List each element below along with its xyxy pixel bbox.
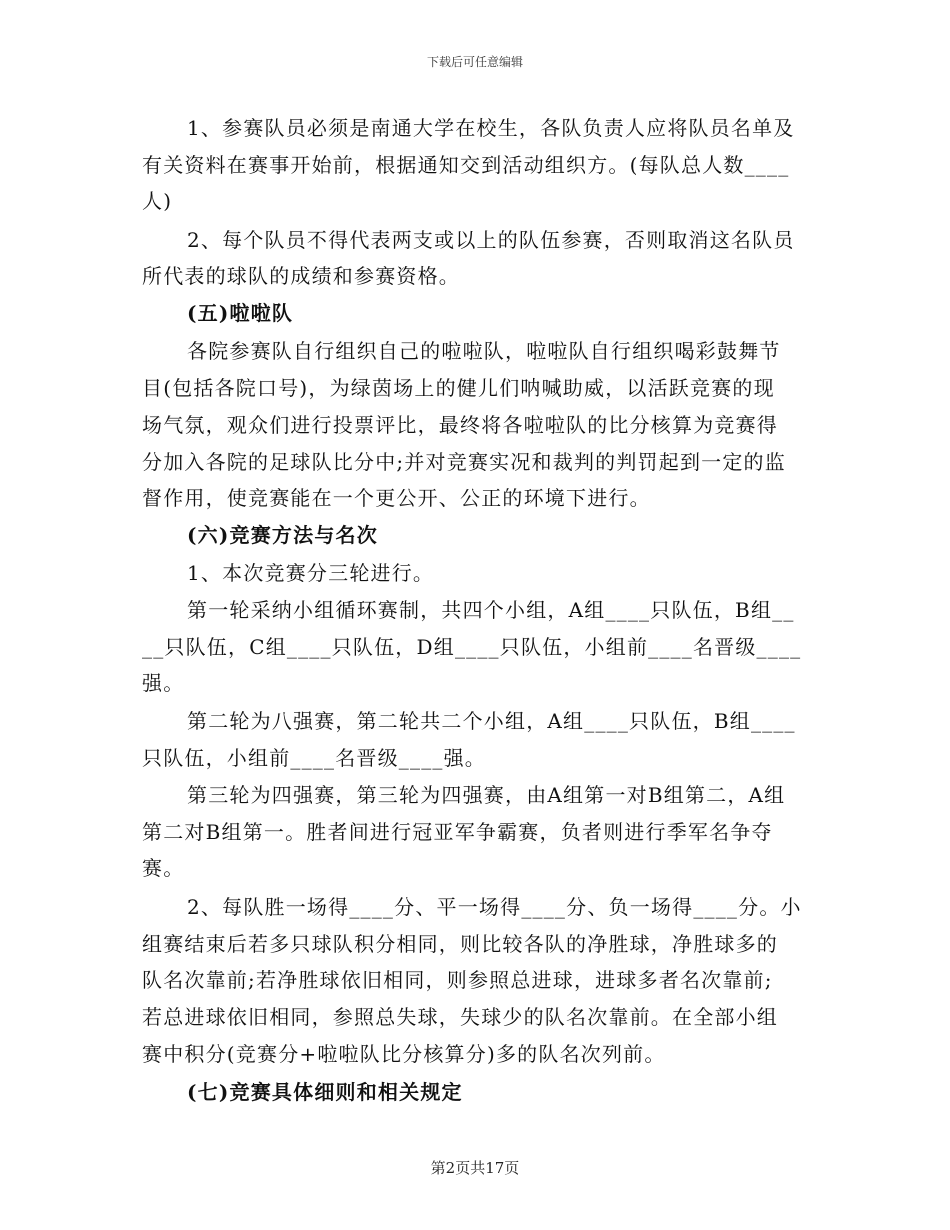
text-line: 第二轮为八强赛，第二轮共二个小组，A组____只队伍，B组____ [187, 709, 796, 733]
section-heading-6: (六)竞赛方法与名次 [187, 523, 378, 547]
text-line: 强。 [142, 671, 185, 695]
text-line: 1、参赛队员必须是南通大学在校生，各队负责人应将队员名单及 [187, 116, 795, 140]
text-line: 各院参赛队自行组织自己的啦啦队，啦啦队自行组织喝彩鼓舞节 [187, 339, 781, 363]
text-line: 有关资料在赛事开始前，根据通知交到活动组织方。(每队总人数____ [142, 153, 790, 177]
text-line: 只队伍，小组前____名晋级____强。 [142, 746, 486, 770]
section-heading-5: (五)啦啦队 [187, 301, 294, 325]
text-line: 人) [142, 189, 173, 213]
section-heading-7: (七)竞赛具体细则和相关规定 [187, 1080, 463, 1104]
text-line: 组赛结束后若多只球队积分相同，则比较各队的净胜球，净胜球多的 [142, 932, 778, 956]
text-line: 督作用，使竞赛能在一个更公开、公正的环境下进行。 [142, 486, 651, 510]
text-line: 分加入各院的足球队比分中;并对竞赛实况和裁判的判罚起到一定的监 [142, 450, 786, 474]
text-line: 1、本次竞赛分三轮进行。 [187, 561, 435, 585]
page-number: 第2页共17页 [430, 1159, 520, 1177]
text-line: 第一轮采纳小组循环赛制，共四个小组，A组____只队伍，B组__ [187, 598, 795, 622]
text-line: 赛中积分(竞赛分+啦啦队比分核算分)多的队名次列前。 [142, 1042, 666, 1066]
text-line: 若总进球依旧相同，参照总失球，失球少的队名次靠前。在全部小组 [142, 1005, 778, 1029]
text-line: 所代表的球队的成绩和参赛资格。 [142, 264, 460, 288]
text-line: 2、每个队员不得代表两支或以上的队伍参赛，否则取消这名队员 [187, 228, 795, 252]
text-line: 目(包括各院口号)，为绿茵场上的健儿们呐喊助威，以活跃竞赛的现 [142, 376, 775, 400]
page-header: 下载后可任意编辑 [426, 55, 523, 69]
text-line: 赛。 [142, 856, 185, 880]
text-line: __只队伍，C组____只队伍，D组____只队伍，小组前____名晋级____ [142, 635, 802, 659]
text-line: 第三轮为四强赛，第三轮为四强赛，由A组第一对B组第二，A组 [187, 783, 786, 807]
text-line: 场气氛，观众们进行投票评比，最终将各啦啦队的比分核算为竞赛得 [142, 413, 778, 437]
text-line: 2、每队胜一场得____分、平一场得____分、负一场得____分。小 [187, 895, 802, 919]
text-line: 第二对B组第一。胜者间进行冠亚军争霸赛，负者则进行季军名争夺 [142, 820, 773, 844]
text-line: 队名次靠前;若净胜球依旧相同，则参照总进球，进球多者名次靠前; [142, 968, 773, 992]
